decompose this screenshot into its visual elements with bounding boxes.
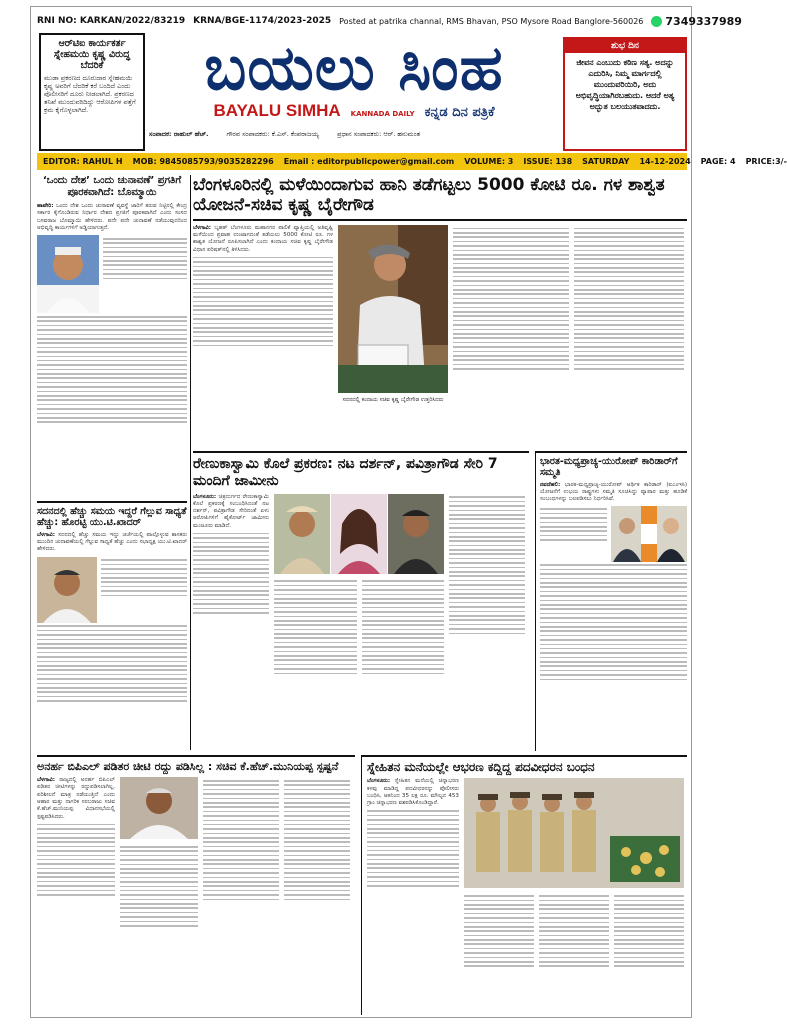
- bar-price: PRICE:3/-: [745, 157, 787, 166]
- story-bommai-text-lines: [103, 235, 187, 313]
- kannada-daily-kn: ಕನ್ನಡ ದಿನ ಪತ್ರಿಕೆ: [424, 105, 495, 120]
- police-recovery-photo: [464, 778, 684, 888]
- left-ear-title: ಆರ್‌ಟಿಐ ಕಾರ್ಯಕರ್ತ ಸ್ನೇಹಮಯಿ ಕೃಷ್ಣ ವಿರುದ್ಧ ಬೆದರಿಕೆ: [53, 38, 131, 71]
- story-muniyappa-dateline: ಬೆಳಗಾವಿ:: [37, 777, 55, 784]
- story-imec-lead: ಭಾರತ-ಮಧ್ಯಪ್ರಾಚ್ಯ-ಯುರೋಪ್ ಆರ್ಥಿಕ ಕಾರಿಡಾರ್ (ಐಎಂಇಸಿ) ಯೋಜನೆಗೆ ಉಭಯ ರಾಷ್ಟ್ರಗಳು ಸಮ್ಮತಿ ಸೂಚಿಸಿದ್ದು ವ್ಯಾಪಾರ ಮತ್ತು ಹೂಡಿಕೆ ಸಂಬಂಧಗಳನ್ನು ಬಲಪಡಿಸಲು ನಿರ್ಧರಿಸಿವೆ.: [540, 481, 688, 503]
- muniyappa-photo: [120, 777, 198, 839]
- story-imec-lines-2: [540, 564, 687, 680]
- khader-photo: [37, 557, 97, 623]
- rni-number: RNI NO: KARKAN/2022/83219: [37, 16, 186, 26]
- bar-mobile: MOB: 9845085793/9035282296: [132, 157, 274, 166]
- story-rain-lines-2: [453, 228, 569, 370]
- story-muniyappa-lead: ರಾಜ್ಯದಲ್ಲಿ ಅನರ್ಹ ಬಿಪಿಎಲ್ ಪಡಿತರ ಚೀಟಿಗಳನ್ನು ರದ್ದುಪಡಿಸಲಾಗಿಲ್ಲ, ಪರಿಶೀಲನೆ ಮಾತ್ರ ನಡೆಯುತ್ತಿದೆ ಎಂದು ಆಹಾರ ಮತ್ತು ನಾಗರಿಕ ಸರಬರಾಜು ಸಚಿವ ಕೆ.ಹೆಚ್.ಮುನಿಯಪ್ಪ ವಿಧಾನಸಭೆಯಲ್ಲಿ ಸ್ಪಷ್ಟಪಡಿಸಿದರು.: [37, 777, 116, 820]
- story-theft-lead: ಸ್ನೇಹಿತನ ಮನೆಯಲ್ಲಿ ಚಿನ್ನಾಭರಣ ಕಳವು ಮಾಡಿದ್ದ ಪದವೀಧರನನ್ನು ಪೊಲೀಸರು ಬಂಧಿಸಿ, ಆತನಿಂದ 35 ಲಕ್ಷ ರೂ. ಮೌಲ್ಯದ 453 ಗ್ರಾಂ ಚಿನ್ನಾಭರಣ ವಶಪಡಿಸಿಕೊಂಡಿದ್ದಾರೆ.: [367, 778, 459, 807]
- masthead-title: ಬಯಲು ಸಿಂಹ: [204, 31, 504, 104]
- story-theft-lines-3: [539, 892, 609, 969]
- story-jewel-theft-headline: ಸ್ನೇಹಿತನ ಮನೆಯಲ್ಲೇ ಆಭರಣ ಕದ್ದಿದ್ದ ಪದವೀಧರನ ಬಂಧನ: [367, 760, 595, 774]
- story-jewel-theft: [361, 755, 687, 1015]
- registration-line: [37, 13, 742, 29]
- bommai-photo: [37, 235, 99, 313]
- story-muniyappa-lines-2: [120, 846, 198, 927]
- story-theft-lines-4: [614, 892, 684, 969]
- chief-editor: ಪ್ರಧಾನ ಸಂಪಾದಕರು: ಆರ್. ಹನುಮಂತ: [337, 130, 421, 138]
- story-rain-plan-headline: ಬೆಂಗಳೂರಿನಲ್ಲಿ ಮಳೆಯಿಂದಾಗುವ ಹಾನಿ ತಡೆಗಟ್ಟಲು 5000 ಕೋಟಿ ರೂ. ಗಳ ಶಾಶ್ವತ ಯೋಜನೆ-ಸಚಿವ ಕೃಷ್ಣ ಬೈರೇಗೌಡ: [193, 175, 687, 221]
- story-rain-lines-3: [574, 228, 684, 370]
- imec-leaders-photo: [611, 506, 687, 562]
- story-rain-lead: ಬೃಹತ್ ಬೆಂಗಳೂರು ಮಹಾನಗರ ಪಾಲಿಕೆ ವ್ಯಾಪ್ತಿಯಲ್ಲಿ ಅತಿವೃಷ್ಟಿ ಮಳೆಯಿಂದ ಪ್ರವಾಹ ಉಂಟಾಗದಂತೆ ತಡೆಯಲು 5000 ಕೋಟಿ ರೂ. ಗಳ ಶಾಶ್ವತ ಯೋಜನೆ ರೂಪಿಸಲಾಗಿದೆ ಎಂದು ಕಂದಾಯ ಸಚಿವ ಕೃಷ್ಣ ಬೈರೇಗೌಡ ವಿಧಾನ ಪರಿಷತ್‌ನಲ್ಲಿ ತಿಳಿಸಿದರು.: [193, 224, 333, 253]
- story-darshan-lines-1: [193, 533, 269, 614]
- story-muniyappa-headline: ಅನರ್ಹ ಬಿಪಿಎಲ್ ಪಡಿತರ ಚೀಟಿ ರದ್ದು ಪಡಿಸಿಲ್ಲ : ಸಚಿವ ಕೆ.ಹೆಚ್.ಮುನಿಯಪ್ಪ ಸ್ಪಷ್ಟನೆ: [37, 760, 339, 773]
- story-khader-lines-2: [37, 625, 187, 701]
- story-bommai-lead: ಒಂದು ದೇಶ ಒಂದು ಚುನಾವಣೆ ವ್ಯವಸ್ಥೆ ಜಾರಿಗೆ ತರುವ ನಿಟ್ಟಿನಲ್ಲಿ ಕೇಂದ್ರ ಸರ್ಕಾರ ಕೈಗೊಂಡಿರುವ ನಿರ್ಧಾರ ದೇಶದ ಪ್ರಗತಿಗೆ ಪೂರಕವಾಗಿದೆ ಎಂದು ಸಂಸದ ಬಸವರಾಜ ಬೊಮ್ಮಾಯಿ ಹೇಳಿದರು. ಪದೇ ಪದೇ ಚುನಾವಣೆ ನಡೆಯುವುದರಿಂದ ಅಭಿವೃದ್ಧಿ ಕಾರ್ಯಗಳಿಗೆ ಅಡ್ಡಿಯಾಗುತ್ತದೆ.: [37, 203, 188, 231]
- bar-day: SATURDAY: [582, 157, 630, 166]
- story-darshan-lines-3: [362, 578, 445, 677]
- masthead-english: BAYALU SIMHA: [213, 101, 341, 120]
- masthead: [149, 31, 559, 127]
- left-ear-box: [39, 33, 145, 151]
- story-bommai-dateline: ಹಾವೇರಿ:: [37, 203, 54, 209]
- story-theft-lines-2: [464, 892, 534, 969]
- left-ear-body: ಮುಡಾ ಪ್ರಕರಣದ ದೂರುದಾರ ಸ್ನೇಹಮಯಿ ಕೃಷ್ಣ ಅವರಿಗೆ ಬೆದರಿಕೆ ಕರೆ ಬಂದಿದೆ ಎಂದು ಪೊಲೀಸರಿಗೆ ದೂರು ನೀಡಲಾಗಿದೆ. ಪ್ರಕರಣದ ತನಿಖೆ ಮುಂದುವರಿದಿದ್ದು ಆರೋಪಿಗಳ ಪತ್ತೆಗೆ ಕ್ರಮ ಕೈಗೊಳ್ಳಲಾಗಿದೆ.: [44, 74, 136, 114]
- staff-credits: [149, 129, 569, 139]
- bar-volume: VOLUME: 3: [464, 157, 514, 166]
- story-bommai-text-lines-2: [37, 316, 187, 423]
- story-imec-dateline: ನವದೆಹಲಿ:: [540, 481, 561, 488]
- story-khader: [37, 501, 187, 751]
- story-khader-lead: ಸದನದಲ್ಲಿ ಹೆಚ್ಚು ಸಮಯ ಇದ್ದು ಚರ್ಚೆಯಲ್ಲಿ ಪಾಲ್ಗೊಳ್ಳುವ ಶಾಸಕರು ಮುಂದಿನ ಚುನಾವಣೆಯಲ್ಲಿ ಗೆಲ್ಲುವ ಸಾಧ್ಯತೆ ಹೆಚ್ಚು ಎಂದು ಸಭಾಧ್ಯಕ್ಷ ಯು.ಟಿ.ಖಾದರ್ ಹೇಳಿದರು.: [37, 531, 187, 553]
- story-muniyappa-lines-4: [284, 780, 350, 900]
- story-khader-lines-1: [101, 557, 187, 623]
- story-darshan-lines-2: [274, 578, 357, 677]
- story-darshan-dateline: ಬೆಂಗಳೂರು:: [193, 493, 217, 500]
- story-darshan-lead: ಚಿತ್ರದುರ್ಗದ ರೇಣುಕಾಸ್ವಾಮಿ ಕೊಲೆ ಪ್ರಕರಣಕ್ಕೆ ಸಂಬಂಧಿಸಿದಂತೆ ನಟ ದರ್ಶನ್, ಪವಿತ್ರಾಗೌಡ ಸೇರಿದಂತೆ ಏಳು ಆರೋಪಿಗಳಿಗೆ ಹೈಕೋರ್ಟ್ ಜಾಮೀನು ಮಂಜೂರು ಮಾಡಿದೆ.: [193, 493, 269, 529]
- posting-info: Posted at patrika channal, RMS Bhavan, PSO Mysore Road Banglore-560026: [339, 16, 644, 26]
- kannada-daily-label: KANNADA DAILY: [350, 110, 415, 118]
- bar-issue: ISSUE: 138: [523, 157, 573, 166]
- story-rain-plan: [193, 175, 687, 447]
- story-rain-lines-1: [193, 257, 333, 346]
- darshan-accused-photos: [274, 494, 444, 574]
- story-theft-dateline: ಬೆಂಗಳೂರು:: [367, 778, 391, 785]
- right-ear-title: ಶುಭ ದಿನ: [565, 39, 685, 53]
- column-rule: [190, 175, 191, 750]
- info-bar: [37, 153, 787, 170]
- minister-krishna-photo: [338, 225, 448, 393]
- bar-date: 14-12-2024: [639, 157, 691, 166]
- bar-page: PAGE: 4: [700, 157, 736, 166]
- story-theft-lines-1: [367, 810, 459, 886]
- phone-block: [651, 15, 742, 28]
- story-muniyappa-lines-3: [203, 780, 279, 900]
- right-ear-body: ಜೀವನ ಎಂಬುದು ಕಠಿಣ ಸತ್ಯ. ಅದನ್ನು ಎದುರಿಸಿ, ನಿಮ್ಮ ಮಾರ್ಗದಲ್ಲಿ ಮುಂದುವರಿಯಿರಿ, ಅದು ಅಭಿವೃದ್ಧಿಯಾಗಿರಬಹುದು. ಆದರೆ ಅತ್ಯ ಅದ್ಭುತ ಬಲಯುತವಾದದು.: [575, 58, 675, 111]
- story-imec-lines-1: [540, 506, 607, 562]
- story-darshan-bail: [193, 451, 529, 751]
- story-imec: [535, 451, 687, 751]
- newspaper-page: [30, 6, 787, 1018]
- story-imec-headline: ಭಾರತ-ಮಧ್ಯಪ್ರಾಚ್ಯ-ಯುರೋಪ್ ಕಾರಿಡಾರ್‌ಗೆ ಸಮ್ಮತಿ: [540, 456, 678, 479]
- phone-number: 7349337989: [665, 14, 742, 28]
- bar-email: Email : editorpublicpower@gmail.com: [283, 157, 455, 166]
- story-darshan-lines-4: [449, 496, 525, 634]
- story-muniyappa-lines-1: [37, 824, 115, 896]
- story-khader-headline: ಸದನದಲ್ಲಿ ಹೆಚ್ಚು ಸಮಯ ಇದ್ದರೆ ಗೆಲ್ಲುವ ಸಾಧ್ಯತೆ ಹೆಚ್ಚು: ಹೊರಟ್ಟಿ ಯು.ಟಿ.ಖಾದರ್: [37, 506, 187, 529]
- story-bommai: [37, 175, 187, 495]
- krna-number: KRNA/BGE-1174/2023-2025: [193, 16, 332, 26]
- whatsapp-icon: [651, 16, 662, 27]
- story-muniyappa: [37, 755, 355, 1015]
- story-darshan-headline: ರೇಣುಕಾಸ್ವಾಮಿ ಕೊಲೆ ಪ್ರಕರಣ: ನಟ ದರ್ಶನ್, ಪವಿತ್ರಾಗೌಡ ಸೇರಿ 7 ಮಂದಿಗೆ ಜಾಮೀನು: [193, 456, 498, 489]
- story-khader-dateline: ಬೆಳಗಾವಿ:: [37, 531, 55, 538]
- right-ear-box: [563, 37, 687, 151]
- minister-photo-caption: ಸದನದಲ್ಲಿ ಕಂದಾಯ ಸಚಿವ ಕೃಷ್ಣ ಬೈರೇಗೌಡ ಉತ್ತರಿಸಿದರು: [342, 396, 444, 403]
- honorary-editor: ಗೌರವ ಸಂಪಾದಕರು: ಕೆ.ಎಸ್. ಕೆಂಪರಾಜಯ್ಯ: [226, 130, 320, 138]
- story-rain-dateline: ಬೆಳಗಾವಿ:: [193, 224, 211, 231]
- story-bommai-headline: ‘ಒಂದು ದೇಶ’ ಒಂದು ಚುನಾವಣೆ’ ಪ್ರಗತಿಗೆ ಪೂರಕವಾಗಿದೆ: ಬೊಮ್ಮಾಯಿ: [42, 175, 182, 198]
- bar-editor: EDITOR: RAHUL H: [43, 157, 123, 166]
- editor-kn: ಸಂಪಾದಕ: ರಾಹುಲ್ ಹೆಚ್.: [149, 130, 209, 138]
